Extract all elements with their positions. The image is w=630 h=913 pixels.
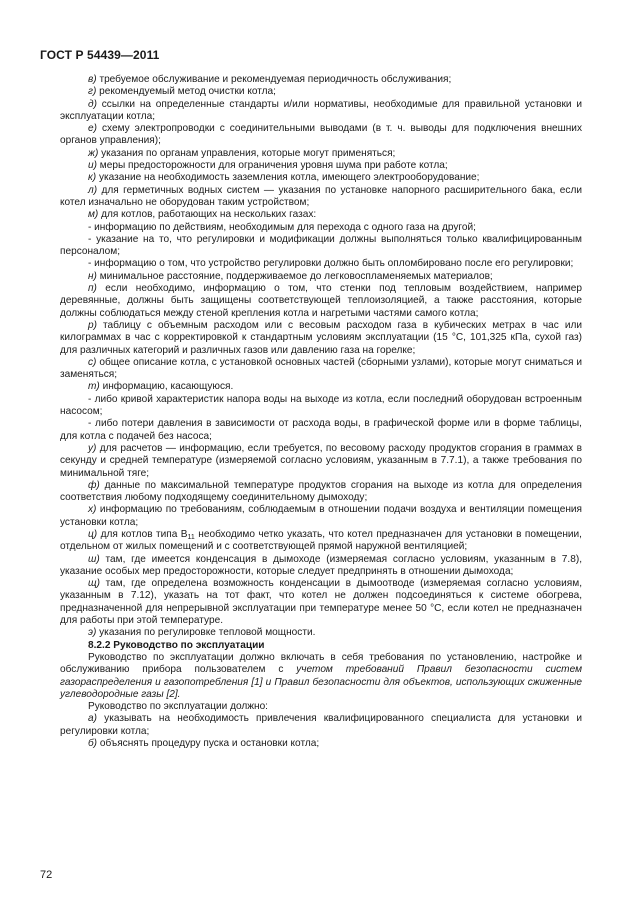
list-item — [60, 394, 582, 419]
list-item — [60, 99, 582, 124]
item-text: рекомендуемый метод очистки котла; — [96, 86, 276, 98]
list-item — [60, 578, 582, 627]
list-item — [60, 443, 582, 480]
section-must: Руководство по эксплуатации должно: — [88, 701, 268, 713]
item-text: там, где имеется конденсация в дымоходе (измеряемая согласно условиям, указанным в 7.8), указание особых мер предосторожности, которые следует предпринять в отношении дымохода; — [60, 553, 582, 577]
list-item — [60, 209, 582, 221]
list-item — [60, 160, 582, 172]
item-letter: е) — [88, 123, 97, 135]
list-item — [60, 234, 582, 259]
list-item — [60, 74, 582, 86]
list-item — [60, 123, 582, 148]
document-header: ГОСТ Р 54439—2011 — [40, 48, 160, 62]
item-letter: л) — [88, 184, 98, 196]
item-letter: с) — [88, 356, 97, 368]
list-item — [60, 627, 582, 639]
item-text: - либо кривой характеристик напора воды на выходе из котла, если последний оборудован встроенным насосом; — [60, 393, 582, 418]
item-letter: щ) — [88, 578, 100, 590]
item-letter: х) — [88, 504, 97, 516]
item-text: требуемое обслуживание и рекомендуемая периодичность обслуживания; — [96, 74, 452, 85]
item-text: - либо потери давления в зависимости от расхода воды, в графической форме или в форме таблицы, для котла с подачей без насоса; — [60, 418, 582, 442]
list-item — [60, 86, 582, 98]
section-intro — [60, 652, 582, 701]
item-letter: г) — [88, 86, 97, 98]
item-text: - информацию о том, что устройство регулировки должно быть опломбировано после его регулировки; — [88, 258, 574, 270]
item-text: меры предосторожности для ограничения уровня шума при работе котла; — [96, 160, 448, 172]
item-letter: в) — [88, 74, 97, 85]
item-letter: д) — [88, 98, 97, 110]
list-item — [60, 713, 582, 738]
list-item — [60, 480, 582, 505]
item-text: необходимо четко указать, что котел предназначен для установки в помещении, отдельном от жилых помещений и с соответствующей прямой наружной вентиляцией; — [60, 528, 582, 553]
item-letter: ф) — [88, 479, 100, 491]
item-text: указание на необходимость заземления котла, имеющего электрооборудование; — [96, 172, 480, 184]
section-heading: 8.2.2 Руководство по эксплуатации — [88, 639, 265, 651]
item-letter: б) — [88, 738, 98, 750]
item-text-start: для котлов типа В — [97, 528, 188, 540]
item-text: для расчетов — информацию, если требуется, по весовому расходу продуктов сгорания в граммах в секунду и средней температуре (измеряемой согласно условиям, указанным в 7.7.1), а также требования по минимальной тяге; — [60, 442, 582, 479]
item-letter: п) — [88, 283, 97, 295]
item-letter: т) — [88, 381, 100, 393]
item-text: информацию, касающуюся. — [99, 381, 234, 393]
list-item — [60, 271, 582, 283]
item-text: данные по максимальной температуре продуктов сгорания на выходе из котла для определения соответствия любому подходящему соединительному дымоходу; — [60, 479, 582, 504]
item-text: схему электропроводки с соединительными выводами (в т. ч. выводы для подключения внешних органов управления); — [60, 123, 582, 147]
intro-italic-text: учетом требований Правил безопасности систем газораспределения и газопотребления [1] и Правил безопасности для объектов, использующих сжиженные углеводородные газы [2]. — [60, 664, 583, 700]
intro-text: Руководство по эксплуатации должно включать в себя требования по установлению, настройке и обслуживанию прибора пользователем с — [60, 651, 582, 676]
list-item — [60, 529, 582, 554]
item-text: указания по органам управления, которые могут применяться; — [98, 147, 396, 159]
item-letter: ж) — [88, 147, 99, 159]
item-letter: м) — [88, 209, 99, 221]
list-item — [60, 320, 582, 357]
list-item — [60, 172, 582, 184]
item-text: - указание на то, что регулировки и модификации должны выполняться только квалифицированным персоналом; — [60, 233, 582, 258]
document-body — [60, 74, 582, 750]
item-text: информацию по требованиям, соблюдаемым в отношении подачи воздуха и вентиляции помещения установки котла; — [60, 504, 582, 528]
item-letter: ц) — [88, 528, 98, 540]
item-text: указания по регулировке тепловой мощности. — [96, 627, 316, 639]
list-item — [60, 222, 582, 234]
list-item — [60, 185, 582, 210]
item-letter: у) — [88, 442, 97, 454]
subscript: 11 — [187, 533, 195, 541]
item-letter: э) — [88, 627, 97, 639]
item-text: для котлов, работающих на нескольких газах: — [98, 209, 317, 221]
item-text: если необходимо, информацию о том, что стенки под тепловым воздействием, например деревянные, должны быть защищены соответствующей теплоизоляцией, а также расстояния, которые должны соблюдаться между стеной крепления котла и нагретыми частями самого котла; — [60, 283, 582, 319]
item-letter: и) — [88, 160, 97, 172]
list-item — [60, 504, 582, 529]
item-text: объяснять процедуру пуска и остановки котла; — [97, 738, 320, 750]
item-text: указывать на необходимость привлечения квалифицированного специалиста для установки и регулировки котла; — [60, 713, 582, 737]
page-number: 72 — [40, 869, 53, 881]
item-letter: а) — [88, 713, 97, 725]
list-item — [60, 283, 582, 320]
item-text: общее описание котла, с установкой основных частей (сборными узлами), которые могут сниматься и заменяться; — [60, 356, 582, 381]
list-item — [60, 357, 582, 382]
item-text: для герметичных водных систем — указания по установке напорного расширительного бака, если котел изначально не оборудован таким устройством; — [60, 184, 582, 208]
list-item — [60, 381, 582, 393]
item-text: таблицу с объемным расходом или с весовым расходом газа в кубических метрах в час или килограммах в час с корректировкой к стандартным условиям эксплуатации (15 °С, 101,325 кПа, сухой газ) для различных категорий и различных газов или давлению газа на горелке; — [60, 319, 582, 356]
list-item — [60, 418, 582, 443]
item-letter: н) — [88, 270, 97, 282]
item-text: там, где определена возможность конденсации в дымоотводе (измеряемая согласно условиям, указанным в 7.12), указать на тот факт, что котел не должен подсоединяться к системе обогрева, предназначенной для непрерывной эксплуатации при температуре менее 50 °С, если котел не предназначен для работы при этой температуре. — [60, 578, 582, 627]
item-letter: ш) — [88, 553, 100, 565]
item-letter: р) — [88, 319, 97, 331]
list-item — [60, 148, 582, 160]
list-item — [60, 258, 582, 270]
item-text: минимальное расстояние, поддерживаемое до легковоспламеняемых материалов; — [96, 270, 493, 282]
item-text: - информацию по действиям, необходимым для перехода с одного газа на другой; — [88, 221, 476, 233]
item-letter: к) — [88, 172, 97, 184]
item-text: ссылки на определенные стандарты и/или нормативы, необходимые для правильной установки и эксплуатации котла; — [60, 98, 582, 122]
list-item — [60, 554, 582, 579]
list-item — [60, 738, 582, 750]
